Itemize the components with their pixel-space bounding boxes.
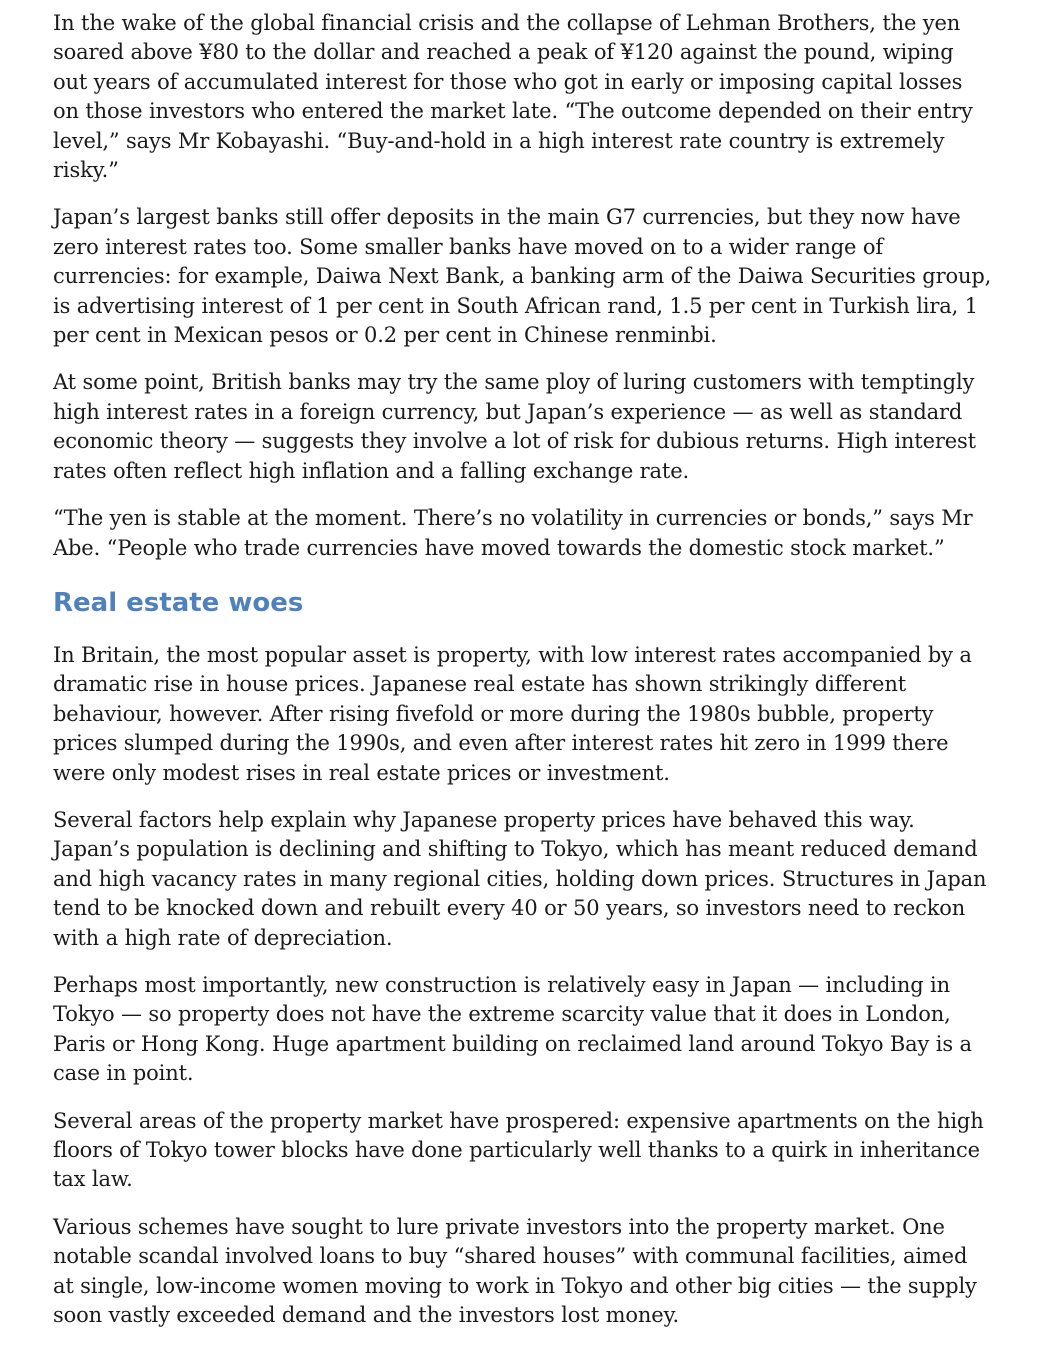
paragraph-factors: Several factors help explain why Japanese property prices have behaved this way. Japan’s population is declining and shifting to Tokyo, which has meant reduced demand and high vacancy rates in many regional cities, holding down prices. Structures in Japan tend to be knocked down and rebuilt every 40 or 50 years, so investors need to reckon with a high rate of depreciation. xyxy=(53,807,987,950)
paragraph-britain-property: In Britain, the most popular asset is property, with low interest rates accompanied by a dramatic rise in house prices. Japanese real estate has shown strikingly different behaviour, however. After rising fivefold or more during the 1980s bubble, property prices slumped during the 1990s, and even after interest rates hit zero in 1999 there were only modest rises in real estate prices or investment. xyxy=(53,642,972,785)
paragraph-schemes: Various schemes have sought to lure private investors into the property market. One notable scandal involved loans to buy “shared houses” with communal facilities, aimed at single, low-income women moving to work in Tokyo and other big cities — the supply soon vastly exceeded demand and the investors lost money. xyxy=(53,1214,977,1328)
article-body xyxy=(53,9,993,1348)
paragraph-yen-stable-quote: “The yen is stable at the moment. There’s no volatility in currencies or bonds,” says Mr Abe. “People who trade currencies have moved towards the domestic stock market.” xyxy=(53,506,973,560)
paragraph-british-banks: At some point, British banks may try the same ploy of luring customers with temptingly high interest rates in a foreign currency, but Japan’s experience — as well as standard economic theory — suggests they involve a lot of risk for dubious returns. High interest rates often reflect high inflation and a falling exchange rate. xyxy=(53,370,976,483)
paragraph-japan-banks: Japan’s largest banks still offer deposits in the main G7 currencies, but they now have zero interest rates too. Some smaller banks have moved on to a wider range of currencies: for example, Daiwa Next Bank, a banking arm of the Daiwa Securities group, is advertising interest of 1 per cent in South African rand, 1.5 per cent in Turkish lira, 1 per cent in Mexican pesos or 0.2 per cent in Chinese renminbi. xyxy=(53,205,992,348)
paragraph-lehman-crisis: In the wake of the global financial crisis and the collapse of Lehman Brothers, the yen soared above ¥80 to the dollar and reached a peak of ¥120 against the pound, wiping out years of accumulated interest for those who got in early or imposing capital losses on those investors who entered the market late. “The outcome depended on their entry level,” says Mr Kobayashi. “Buy-and-hold in a high interest rate country is extremely risky.” xyxy=(53,11,973,183)
section-heading: Real estate woes xyxy=(53,587,304,618)
paragraph-construction: Perhaps most importantly, new construction is relatively easy in Japan — including in Tokyo — so property does not have the extreme scarcity value that it does in London, Paris or Hong Kong. Huge apartment building on reclaimed land around Tokyo Bay is a case in point. xyxy=(53,972,972,1086)
paragraph-prospered-areas: Several areas of the property market have prospered: expensive apartments on the high floors of Tokyo tower blocks have done particularly well thanks to a quirk in inheritance tax law. xyxy=(53,1108,984,1192)
